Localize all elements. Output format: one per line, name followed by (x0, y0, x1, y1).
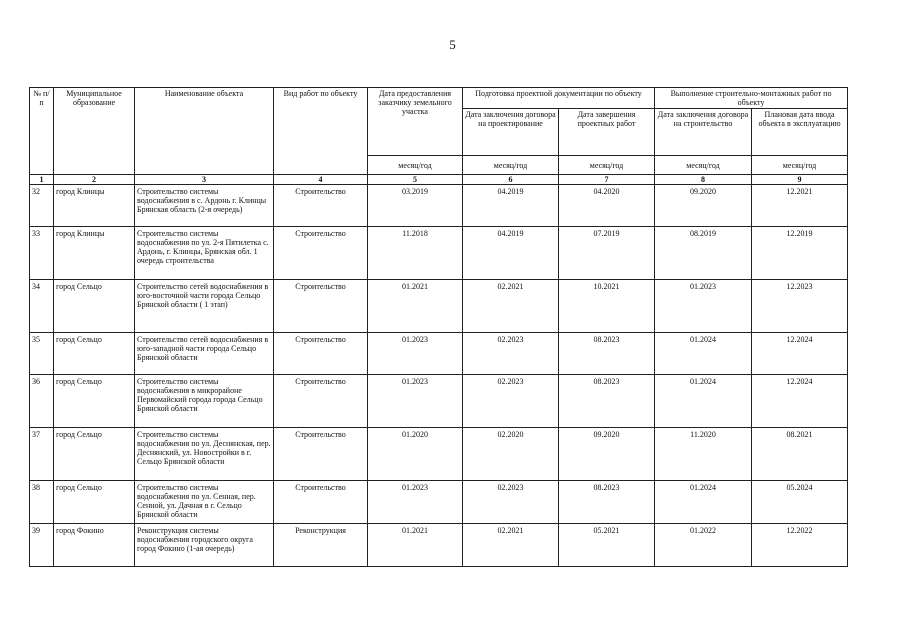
row-commissioning: 12.2022 (752, 524, 848, 567)
row-municipality: город Клинцы (54, 227, 135, 280)
table-row (30, 428, 848, 481)
header-design-contract: Дата заключения договора на проектирование (463, 109, 559, 156)
column-number: 8 (655, 175, 752, 185)
row-object: Реконструкция системы водоснабжения городского округа город Фокино (1-ая очередь) (135, 524, 274, 567)
row-municipality: город Сельцо (54, 481, 135, 524)
row-construction-contract: 01.2024 (655, 333, 752, 375)
row-commissioning: 05.2024 (752, 481, 848, 524)
header-work-type: Вид работ по объекту (274, 88, 368, 175)
row-work-type: Строительство (274, 333, 368, 375)
row-num: 34 (30, 280, 54, 333)
row-work-type: Строительство (274, 280, 368, 333)
row-design-contract: 02.2023 (463, 375, 559, 428)
row-municipality: город Клинцы (54, 185, 135, 227)
row-commissioning: 12.2024 (752, 375, 848, 428)
row-design-contract: 02.2023 (463, 481, 559, 524)
unit-label: месяц/год (463, 156, 559, 175)
header-construction-group: Выполнение строительно-монтажных работ по объекту (655, 88, 848, 109)
row-construction-contract: 08.2019 (655, 227, 752, 280)
header-object-name: Наименование объекта (135, 88, 274, 175)
water-supply-objects-table (29, 87, 848, 567)
row-object: Строительство системы водоснабжения в с. Ардонь г. Клинцы Брянская область (2-я очередь) (135, 185, 274, 227)
table-row (30, 227, 848, 280)
row-construction-contract: 01.2023 (655, 280, 752, 333)
unit-label: месяц/год (752, 156, 848, 175)
row-municipality: город Фокино (54, 524, 135, 567)
row-num: 37 (30, 428, 54, 481)
row-land-date: 11.2018 (368, 227, 463, 280)
row-land-date: 01.2021 (368, 524, 463, 567)
row-work-type: Строительство (274, 428, 368, 481)
row-land-date: 01.2023 (368, 375, 463, 428)
row-num: 39 (30, 524, 54, 567)
unit-label: месяц/год (655, 156, 752, 175)
column-number: 6 (463, 175, 559, 185)
row-design-finish: 05.2021 (559, 524, 655, 567)
row-construction-contract: 01.2024 (655, 481, 752, 524)
row-design-finish: 08.2023 (559, 333, 655, 375)
row-land-date: 01.2020 (368, 428, 463, 481)
row-work-type: Строительство (274, 227, 368, 280)
row-work-type: Строительство (274, 375, 368, 428)
row-design-finish: 04.2020 (559, 185, 655, 227)
row-design-contract: 02.2020 (463, 428, 559, 481)
header-municipality: Муниципальное образование (54, 88, 135, 175)
column-number: 3 (135, 175, 274, 185)
row-municipality: город Сельцо (54, 333, 135, 375)
row-object: Строительство системы водоснабжения по ул. Сенная, пер. Сенной, ул. Дачная в г. Сельцо Брянской области (135, 481, 274, 524)
table-row (30, 280, 848, 333)
page-number: 5 (449, 37, 456, 52)
row-municipality: город Сельцо (54, 428, 135, 481)
header-design-group: Подготовка проектной документации по объекту (463, 88, 655, 109)
header-commissioning: Плановая дата ввода объекта в эксплуатацию (752, 109, 848, 156)
row-commissioning: 12.2019 (752, 227, 848, 280)
table-row (30, 481, 848, 524)
row-design-finish: 07.2019 (559, 227, 655, 280)
header-design-finish: Дата завершения проектных работ (559, 109, 655, 156)
row-design-finish: 10.2021 (559, 280, 655, 333)
row-land-date: 01.2021 (368, 280, 463, 333)
table-row (30, 185, 848, 227)
column-number: 2 (54, 175, 135, 185)
header-land-date: Дата предоставления заказчику земельного участка (368, 88, 463, 156)
unit-label: месяц/год (559, 156, 655, 175)
header-construction-contract: Дата заключения договора на строительство (655, 109, 752, 156)
table-row (30, 524, 848, 567)
row-design-contract: 02.2021 (463, 524, 559, 567)
row-work-type: Строительство (274, 185, 368, 227)
column-number: 1 (30, 175, 54, 185)
column-number: 7 (559, 175, 655, 185)
row-commissioning: 12.2023 (752, 280, 848, 333)
row-design-finish: 08.2023 (559, 375, 655, 428)
row-design-finish: 08.2023 (559, 481, 655, 524)
row-work-type: Реконструкция (274, 524, 368, 567)
row-object: Строительство сетей водоснабжения в юго-восточной части города Сельцо Брянской области ( 1 этап) (135, 280, 274, 333)
header-num: № п/п (30, 88, 54, 175)
row-num: 38 (30, 481, 54, 524)
row-land-date: 01.2023 (368, 481, 463, 524)
row-object: Строительство системы водоснабжения в микрорайоне Первомайский города города Сельцо Брянской области (135, 375, 274, 428)
table-row (30, 375, 848, 428)
column-number: 4 (274, 175, 368, 185)
row-design-contract: 02.2021 (463, 280, 559, 333)
row-num: 33 (30, 227, 54, 280)
row-object: Строительство сетей водоснабжения в юго-западной части города Сельцо Брянской области (135, 333, 274, 375)
row-land-date: 03.2019 (368, 185, 463, 227)
row-num: 32 (30, 185, 54, 227)
row-design-finish: 09.2020 (559, 428, 655, 481)
row-municipality: город Сельцо (54, 280, 135, 333)
row-land-date: 01.2023 (368, 333, 463, 375)
row-construction-contract: 01.2022 (655, 524, 752, 567)
row-construction-contract: 09.2020 (655, 185, 752, 227)
row-commissioning: 12.2021 (752, 185, 848, 227)
row-num: 35 (30, 333, 54, 375)
column-number: 5 (368, 175, 463, 185)
row-num: 36 (30, 375, 54, 428)
row-design-contract: 04.2019 (463, 227, 559, 280)
table-row (30, 333, 848, 375)
row-commissioning: 12.2024 (752, 333, 848, 375)
row-object: Строительство системы водоснабжения по ул. Деснянская, пер. Деснянский, ул. Новостройки в г. Сельцо Брянской области (135, 428, 274, 481)
unit-label: месяц/год (368, 156, 463, 175)
row-design-contract: 04.2019 (463, 185, 559, 227)
column-number: 9 (752, 175, 848, 185)
row-object: Строительство системы водоснабжения по ул. 2-я Пятилетка с. Ардонь, г. Клинцы, Брянская обл. 1 очередь строительства (135, 227, 274, 280)
row-municipality: город Сельцо (54, 375, 135, 428)
row-work-type: Строительство (274, 481, 368, 524)
row-construction-contract: 11.2020 (655, 428, 752, 481)
row-design-contract: 02.2023 (463, 333, 559, 375)
row-commissioning: 08.2021 (752, 428, 848, 481)
row-construction-contract: 01.2024 (655, 375, 752, 428)
